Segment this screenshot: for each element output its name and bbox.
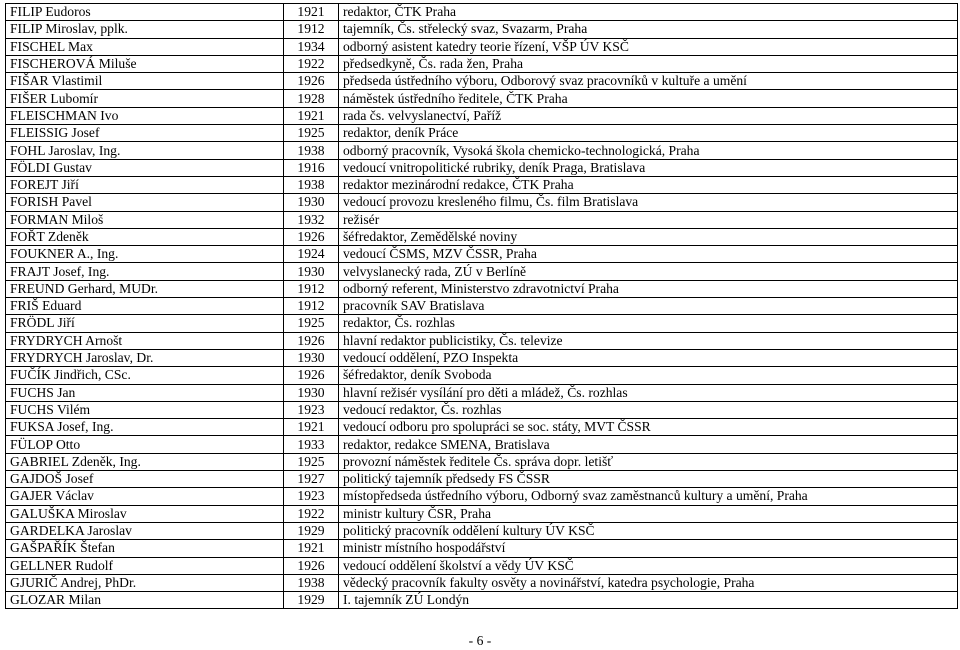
birth-year-cell: 1928 xyxy=(284,90,339,107)
table-row xyxy=(6,228,958,245)
table-row xyxy=(6,384,958,401)
position-cell: pracovník SAV Bratislava xyxy=(339,298,958,315)
birth-year-cell: 1921 xyxy=(284,419,339,436)
position-cell: vedoucí odboru pro spolupráci se soc. státy, MVT ČSSR xyxy=(339,419,958,436)
registry-table-body xyxy=(6,4,958,609)
birth-year-cell: 1926 xyxy=(284,332,339,349)
birth-year-cell: 1912 xyxy=(284,280,339,297)
birth-year-cell: 1938 xyxy=(284,176,339,193)
person-name-cell: FLEISSIG Josef xyxy=(6,125,284,142)
table-row xyxy=(6,4,958,21)
person-name-cell: FÜLOP Otto xyxy=(6,436,284,453)
table-row xyxy=(6,574,958,591)
birth-year-cell: 1926 xyxy=(284,367,339,384)
table-row xyxy=(6,107,958,124)
birth-year-cell: 1938 xyxy=(284,142,339,159)
table-row xyxy=(6,194,958,211)
page-number: - 6 - xyxy=(468,633,492,648)
table-row xyxy=(6,557,958,574)
person-name-cell: FORISH Pavel xyxy=(6,194,284,211)
person-name-cell: FISCHEROVÁ Miluše xyxy=(6,55,284,72)
person-name-cell: FIŠER Lubomír xyxy=(6,90,284,107)
position-cell: náměstek ústředního ředitele, ČTK Praha xyxy=(339,90,958,107)
position-cell: režisér xyxy=(339,211,958,228)
birth-year-cell: 1922 xyxy=(284,55,339,72)
position-cell: politický tajemník předsedy FS ČSSR xyxy=(339,471,958,488)
birth-year-cell: 1930 xyxy=(284,194,339,211)
position-cell: vedoucí vnitropolitické rubriky, deník Praga, Bratislava xyxy=(339,159,958,176)
position-cell: šéfredaktor, Zemědělské noviny xyxy=(339,228,958,245)
person-name-cell: GARDELKA Jaroslav xyxy=(6,522,284,539)
person-name-cell: FLEISCHMAN Ivo xyxy=(6,107,284,124)
position-cell: hlavní redaktor publicistiky, Čs. televize xyxy=(339,332,958,349)
person-name-cell: FOHL Jaroslav, Ing. xyxy=(6,142,284,159)
birth-year-cell: 1926 xyxy=(284,557,339,574)
person-name-cell: FILIP Miroslav, pplk. xyxy=(6,21,284,38)
person-name-cell: GJURIČ Andrej, PhDr. xyxy=(6,574,284,591)
table-row xyxy=(6,211,958,228)
person-name-cell: FUČÍK Jindřich, CSc. xyxy=(6,367,284,384)
person-name-cell: FISCHEL Max xyxy=(6,38,284,55)
birth-year-cell: 1927 xyxy=(284,471,339,488)
birth-year-cell: 1922 xyxy=(284,505,339,522)
person-name-cell: FOŘT Zdeněk xyxy=(6,228,284,245)
birth-year-cell: 1912 xyxy=(284,21,339,38)
position-cell: redaktor, ČTK Praha xyxy=(339,4,958,21)
table-row xyxy=(6,246,958,263)
birth-year-cell: 1925 xyxy=(284,315,339,332)
table-row xyxy=(6,21,958,38)
person-name-cell: GAŠPAŘÍK Štefan xyxy=(6,540,284,557)
table-row xyxy=(6,280,958,297)
birth-year-cell: 1932 xyxy=(284,211,339,228)
table-row xyxy=(6,90,958,107)
person-name-cell: GAJDOŠ Josef xyxy=(6,471,284,488)
position-cell: velvyslanecký rada, ZÚ v Berlíně xyxy=(339,263,958,280)
table-row xyxy=(6,176,958,193)
birth-year-cell: 1924 xyxy=(284,246,339,263)
table-row xyxy=(6,73,958,90)
position-cell: redaktor, deník Práce xyxy=(339,125,958,142)
table-row xyxy=(6,419,958,436)
table-row xyxy=(6,540,958,557)
table-row xyxy=(6,142,958,159)
birth-year-cell: 1921 xyxy=(284,4,339,21)
position-cell: vedoucí redaktor, Čs. rozhlas xyxy=(339,401,958,418)
table-row xyxy=(6,349,958,366)
position-cell: vědecký pracovník fakulty osvěty a novinářství, katedra psychologie, Praha xyxy=(339,574,958,591)
birth-year-cell: 1925 xyxy=(284,453,339,470)
person-name-cell: FIŠAR Vlastimil xyxy=(6,73,284,90)
position-cell: redaktor mezinárodní redakce, ČTK Praha xyxy=(339,176,958,193)
birth-year-cell: 1921 xyxy=(284,107,339,124)
birth-year-cell: 1923 xyxy=(284,401,339,418)
birth-year-cell: 1923 xyxy=(284,488,339,505)
person-name-cell: FRYDRYCH Jaroslav, Dr. xyxy=(6,349,284,366)
position-cell: místopředseda ústředního výboru, Odborný svaz zaměstnanců kultury a umění, Praha xyxy=(339,488,958,505)
person-name-cell: GELLNER Rudolf xyxy=(6,557,284,574)
birth-year-cell: 1916 xyxy=(284,159,339,176)
position-cell: předseda ústředního výboru, Odborový svaz pracovníků v kultuře a umění xyxy=(339,73,958,90)
position-cell: provozní náměstek ředitele Čs. správa dopr. letišť xyxy=(339,453,958,470)
person-name-cell: FÖLDI Gustav xyxy=(6,159,284,176)
person-name-cell: FOUKNER A., Ing. xyxy=(6,246,284,263)
position-cell: I. tajemník ZÚ Londýn xyxy=(339,592,958,609)
birth-year-cell: 1934 xyxy=(284,38,339,55)
table-row xyxy=(6,55,958,72)
position-cell: ministr místního hospodářství xyxy=(339,540,958,557)
person-name-cell: FUCHS Vilém xyxy=(6,401,284,418)
position-cell: odborný referent, Ministerstvo zdravotnictví Praha xyxy=(339,280,958,297)
table-row xyxy=(6,298,958,315)
birth-year-cell: 1930 xyxy=(284,384,339,401)
position-cell: šéfredaktor, deník Svoboda xyxy=(339,367,958,384)
table-row xyxy=(6,592,958,609)
position-cell: ministr kultury ČSR, Praha xyxy=(339,505,958,522)
position-cell: vedoucí oddělení, PZO Inspekta xyxy=(339,349,958,366)
table-row xyxy=(6,315,958,332)
person-name-cell: GAJER Václav xyxy=(6,488,284,505)
position-cell: vedoucí oddělení školství a vědy ÚV KSČ xyxy=(339,557,958,574)
person-name-cell: FRÖDL Jiří xyxy=(6,315,284,332)
position-cell: tajemník, Čs. střelecký svaz, Svazarm, Praha xyxy=(339,21,958,38)
table-row xyxy=(6,505,958,522)
table-row xyxy=(6,159,958,176)
birth-year-cell: 1929 xyxy=(284,522,339,539)
table-row xyxy=(6,471,958,488)
table-row xyxy=(6,367,958,384)
person-name-cell: FRIŠ Eduard xyxy=(6,298,284,315)
position-cell: redaktor, Čs. rozhlas xyxy=(339,315,958,332)
person-name-cell: FORMAN Miloš xyxy=(6,211,284,228)
birth-year-cell: 1912 xyxy=(284,298,339,315)
person-name-cell: GABRIEL Zdeněk, Ing. xyxy=(6,453,284,470)
registry-table xyxy=(5,3,958,609)
person-name-cell: FREUND Gerhard, MUDr. xyxy=(6,280,284,297)
position-cell: předsedkyně, Čs. rada žen, Praha xyxy=(339,55,958,72)
table-row xyxy=(6,38,958,55)
person-name-cell: GALUŠKA Miroslav xyxy=(6,505,284,522)
birth-year-cell: 1933 xyxy=(284,436,339,453)
position-cell: politický pracovník oddělení kultury ÚV KSČ xyxy=(339,522,958,539)
position-cell: odborný asistent katedry teorie řízení, VŠP ÚV KSČ xyxy=(339,38,958,55)
person-name-cell: GLOZAR Milan xyxy=(6,592,284,609)
table-row xyxy=(6,263,958,280)
position-cell: redaktor, redakce SMENA, Bratislava xyxy=(339,436,958,453)
table-row xyxy=(6,522,958,539)
birth-year-cell: 1929 xyxy=(284,592,339,609)
table-row xyxy=(6,453,958,470)
birth-year-cell: 1926 xyxy=(284,73,339,90)
table-row xyxy=(6,401,958,418)
person-name-cell: FUKSA Josef, Ing. xyxy=(6,419,284,436)
person-name-cell: FILIP Eudoros xyxy=(6,4,284,21)
person-name-cell: FRAJT Josef, Ing. xyxy=(6,263,284,280)
birth-year-cell: 1926 xyxy=(284,228,339,245)
person-name-cell: FOREJT Jiří xyxy=(6,176,284,193)
table-row xyxy=(6,436,958,453)
birth-year-cell: 1930 xyxy=(284,349,339,366)
person-name-cell: FUCHS Jan xyxy=(6,384,284,401)
birth-year-cell: 1925 xyxy=(284,125,339,142)
position-cell: odborný pracovník, Vysoká škola chemicko-technologická, Praha xyxy=(339,142,958,159)
table-row xyxy=(6,332,958,349)
birth-year-cell: 1930 xyxy=(284,263,339,280)
position-cell: hlavní režisér vysílání pro děti a mládež, Čs. rozhlas xyxy=(339,384,958,401)
person-name-cell: FRYDRYCH Arnošt xyxy=(6,332,284,349)
birth-year-cell: 1921 xyxy=(284,540,339,557)
birth-year-cell: 1938 xyxy=(284,574,339,591)
table-row xyxy=(6,488,958,505)
position-cell: vedoucí provozu kresleného filmu, Čs. film Bratislava xyxy=(339,194,958,211)
position-cell: rada čs. velvyslanectví, Paříž xyxy=(339,107,958,124)
table-row xyxy=(6,125,958,142)
position-cell: vedoucí ČSMS, MZV ČSSR, Praha xyxy=(339,246,958,263)
